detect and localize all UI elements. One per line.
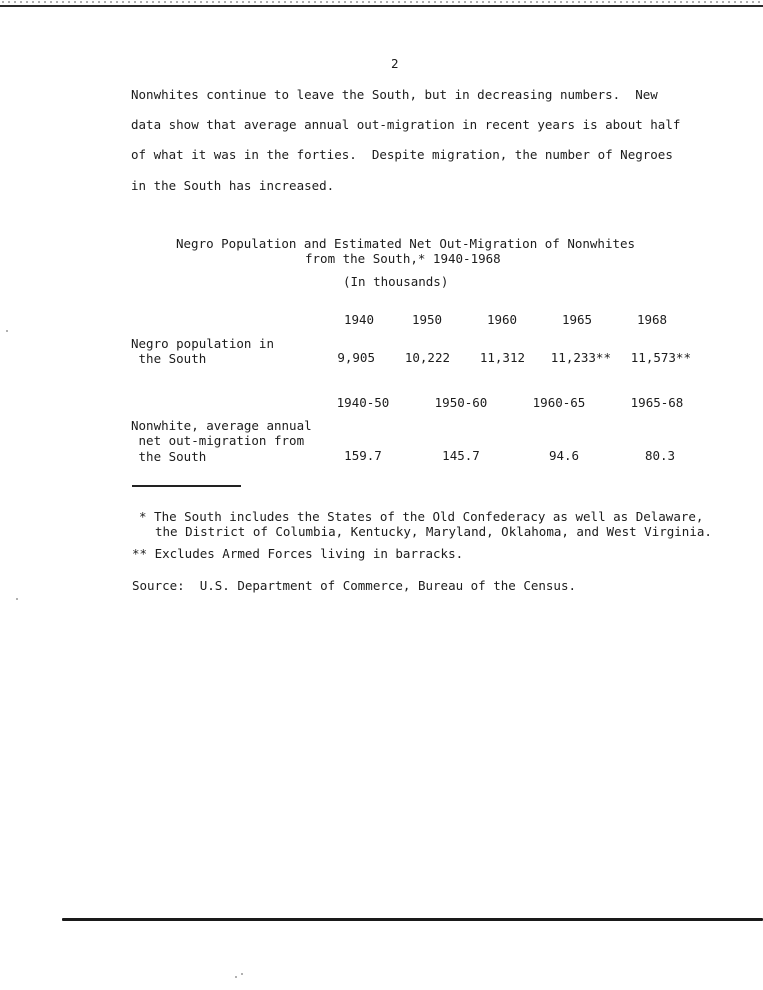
paragraph-line-1: Nonwhites continue to leave the South, but in decreasing numbers. New — [131, 87, 658, 102]
paragraph-line-4: in the South has increased. — [131, 178, 335, 193]
migration-label-line-2: net out-migration from — [131, 433, 305, 448]
paragraph-line-3: of what it was in the forties. Despite migration, the number of Negroes — [131, 147, 673, 162]
table-title-line-1: Negro Population and Estimated Net Out-Migration of Nonwhites — [176, 236, 636, 251]
scan-speck — [16, 598, 18, 600]
year-header: 1968 — [636, 312, 668, 327]
top-edge-scan-marks — [0, 0, 763, 4]
year-header: 1960 — [486, 312, 518, 327]
paragraph-line-2: data show that average annual out-migration in recent years is about half — [131, 117, 681, 132]
table-units: (In thousands) — [343, 274, 449, 289]
scan-speck — [235, 976, 237, 978]
population-value: 11,233** — [550, 350, 611, 365]
period-header: 1965-68 — [630, 395, 684, 410]
population-value: 11,573** — [630, 350, 691, 365]
bottom-rule — [62, 918, 763, 921]
population-value: 11,312 — [479, 350, 525, 365]
period-header: 1960-65 — [532, 395, 586, 410]
migration-value: 80.3 — [644, 448, 676, 463]
footnote-1-line-1: * The South includes the States of the Old Confederacy as well as Delaware, — [139, 509, 704, 524]
population-label-line-2: the South — [131, 351, 207, 366]
period-header: 1940-50 — [336, 395, 390, 410]
scan-speck — [241, 973, 243, 975]
year-header: 1965 — [561, 312, 593, 327]
top-rule — [0, 5, 763, 7]
scan-speck — [6, 330, 8, 332]
table-title-line-2: from the South,* 1940-1968 — [305, 251, 501, 266]
migration-label-line-3: the South — [131, 449, 207, 464]
migration-value: 94.6 — [548, 448, 580, 463]
year-header: 1950 — [411, 312, 443, 327]
migration-value: 159.7 — [344, 448, 382, 463]
migration-label-line-1: Nonwhite, average annual — [131, 418, 312, 433]
footnote-separator-rule — [132, 485, 241, 487]
page-number: 2 — [391, 56, 399, 71]
source-line: Source: U.S. Department of Commerce, Bureau of the Census. — [132, 578, 577, 593]
population-value: 10,222 — [404, 350, 450, 365]
footnote-2: ** Excludes Armed Forces living in barracks. — [132, 546, 464, 561]
footnote-1-line-2: the District of Columbia, Kentucky, Maryland, Oklahoma, and West Virginia. — [155, 524, 712, 539]
year-header: 1940 — [343, 312, 375, 327]
population-value: 9,905 — [337, 350, 375, 365]
population-label-line-1: Negro population in — [131, 336, 274, 351]
migration-value: 145.7 — [442, 448, 480, 463]
period-header: 1950-60 — [434, 395, 488, 410]
